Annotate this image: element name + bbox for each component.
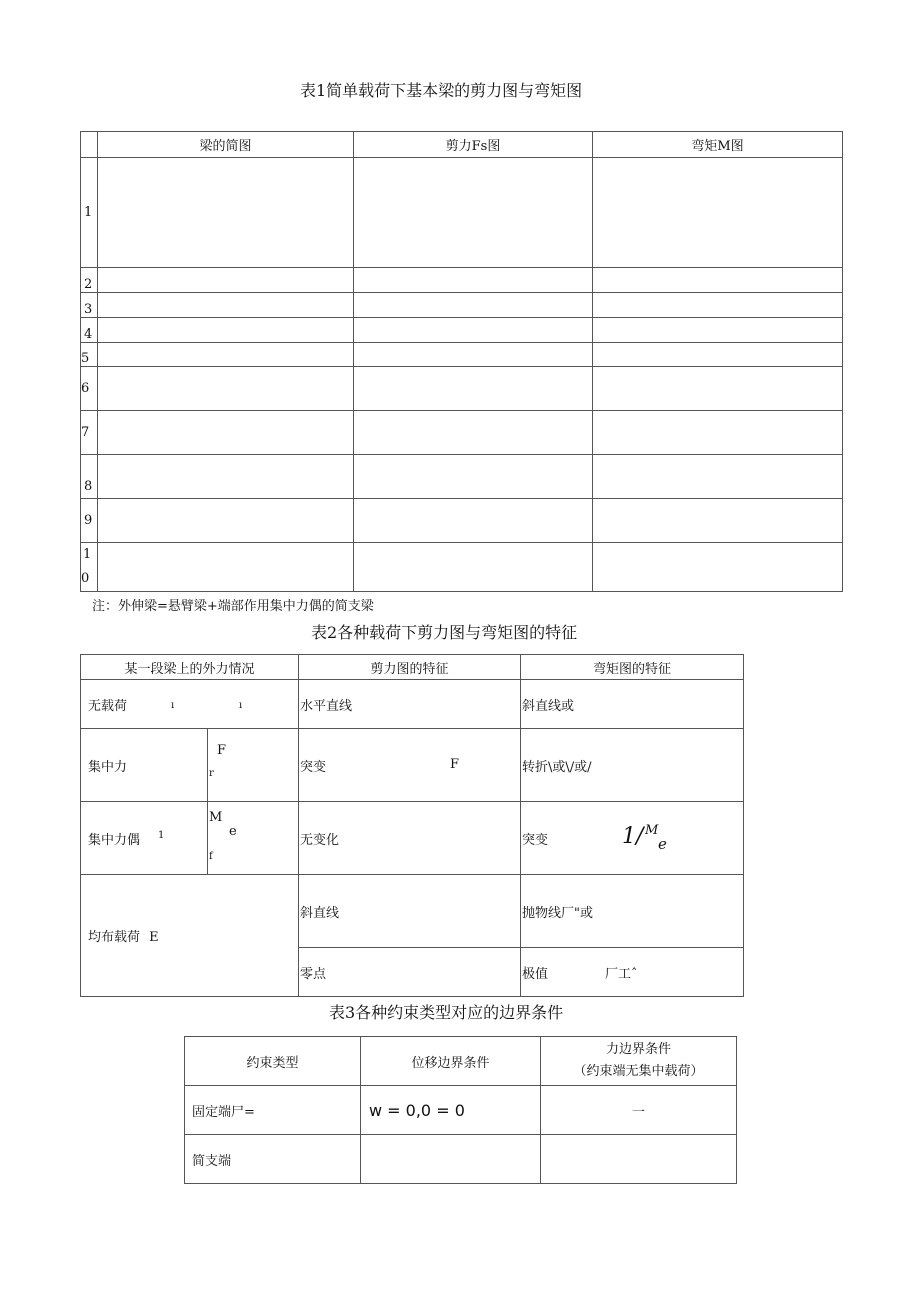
load-symbol: e xyxy=(229,824,237,839)
table2-header-load: 某一段梁上的外力情况 xyxy=(81,655,299,680)
table-row xyxy=(81,367,843,411)
moment-symbol: e xyxy=(658,835,667,853)
shear-feature-cell xyxy=(299,729,521,802)
table1 xyxy=(80,131,843,592)
load-label: 均布载荷 xyxy=(88,930,141,945)
load-mark: ı xyxy=(239,700,243,711)
moment-feature: 转折\或\/或/ xyxy=(521,729,744,802)
shear-feature: 无变化 xyxy=(299,802,521,875)
constraint-type: 固定端尸= xyxy=(185,1086,361,1135)
force-condition xyxy=(541,1135,737,1184)
table-row xyxy=(81,158,843,268)
row-number: 5 xyxy=(81,343,98,367)
moment-feature-cell xyxy=(521,802,744,875)
table3-header-row xyxy=(185,1037,737,1086)
shear-feature: 突变 xyxy=(300,759,327,775)
table2-title: 表2各种载荷下剪力图与弯矩图的特征 xyxy=(311,623,578,642)
moment-symbol: 1/ xyxy=(622,824,644,849)
table1-note: 注：外伸梁=悬臂梁+端部作用集中力偶的简支梁 xyxy=(92,599,374,614)
row-number: 8 xyxy=(81,455,98,499)
load-label: 集中力偶 xyxy=(88,832,141,848)
load-label: 集中力 xyxy=(81,729,208,802)
row-number: 7 xyxy=(81,411,98,455)
moment-symbol: 厂工ˆ xyxy=(605,967,638,982)
table3-header-force-line1: 力边界条件 xyxy=(605,1042,671,1057)
table-row xyxy=(81,875,744,948)
table2-header-shear: 剪力图的特征 xyxy=(299,655,521,680)
table-row xyxy=(81,411,843,455)
table-row xyxy=(81,343,843,367)
row-number: 2 xyxy=(81,268,98,293)
table3-header-force xyxy=(541,1037,737,1086)
table1-title: 表1简单载荷下基本梁的剪力图与弯矩图 xyxy=(300,81,583,100)
shear-symbol: F xyxy=(450,757,460,772)
table-row xyxy=(81,543,843,592)
load-mark: 1 xyxy=(158,830,165,841)
load-cell xyxy=(81,875,299,997)
table2 xyxy=(80,654,744,997)
table1-header-moment: 弯矩M图 xyxy=(593,132,843,158)
shear-feature: 零点 xyxy=(299,948,521,997)
load-symbol: r xyxy=(209,768,214,779)
moment-feature: 突变 xyxy=(522,832,549,848)
load-symbol-cell xyxy=(208,802,299,875)
row-number-10 xyxy=(81,543,98,592)
moment-feature: 斜直线或 xyxy=(521,680,744,729)
table2-header-moment: 弯矩图的特征 xyxy=(521,655,744,680)
moment-feature: 抛物线厂"或 xyxy=(521,875,744,948)
table1-header-beam: 梁的简图 xyxy=(98,132,354,158)
row-number: 4 xyxy=(81,318,98,343)
displacement-condition: w = 0,0 = 0 xyxy=(361,1086,541,1135)
table1-header-shear: 剪力Fs图 xyxy=(354,132,593,158)
table-row xyxy=(81,293,843,318)
force-condition: 一 xyxy=(541,1086,737,1135)
load-cell xyxy=(81,802,208,875)
row-number-part: 0 xyxy=(81,571,90,586)
table-row xyxy=(81,680,744,729)
load-cell xyxy=(81,680,299,729)
load-symbol: f xyxy=(209,851,213,862)
table-row xyxy=(81,802,744,875)
table3-header-type: 约束类型 xyxy=(185,1037,361,1086)
row-number: 1 xyxy=(81,158,98,268)
table3 xyxy=(184,1036,737,1184)
table2-header-row xyxy=(81,655,744,680)
table3-header-force-line2: （约束端无集中载荷） xyxy=(573,1064,704,1079)
table-row xyxy=(81,729,744,802)
load-symbol: F xyxy=(217,743,227,758)
row-number-part: 1 xyxy=(83,547,92,562)
table3-title: 表3各种约束类型对应的边界条件 xyxy=(329,1003,564,1022)
load-symbol: M xyxy=(209,810,223,825)
table3-header-disp: 位移边界条件 xyxy=(361,1037,541,1086)
table-row xyxy=(81,455,843,499)
load-symbol: E xyxy=(149,930,159,945)
shear-feature: 斜直线 xyxy=(299,875,521,948)
constraint-type: 简支端 xyxy=(185,1135,361,1184)
row-number: 9 xyxy=(81,499,98,543)
row-number: 3 xyxy=(81,293,98,318)
load-label: 无载荷 xyxy=(88,698,128,714)
shear-feature: 水平直线 xyxy=(299,680,521,729)
load-symbol-cell xyxy=(208,729,299,802)
table-row xyxy=(81,268,843,293)
moment-feature-cell xyxy=(521,948,744,997)
table-row xyxy=(81,318,843,343)
table-row xyxy=(185,1135,737,1184)
table-row xyxy=(185,1086,737,1135)
moment-feature: 极值 xyxy=(522,966,549,982)
table-row xyxy=(81,499,843,543)
row-number: 6 xyxy=(81,367,98,411)
displacement-condition xyxy=(361,1135,541,1184)
moment-symbol: M xyxy=(645,823,659,838)
table1-header-row xyxy=(81,132,843,158)
load-mark: ı xyxy=(171,700,175,711)
